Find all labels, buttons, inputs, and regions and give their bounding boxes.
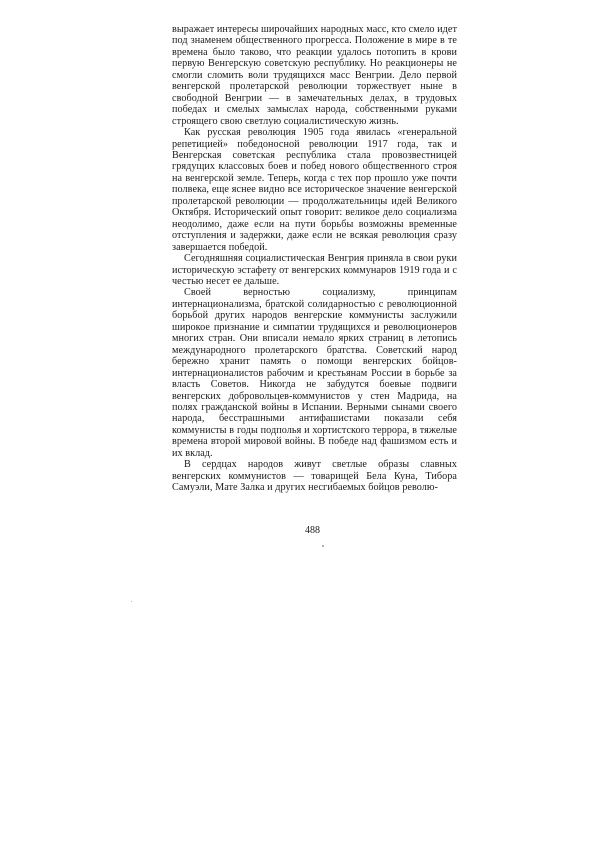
- paragraph-5: В сердцах народов живут светлые образы славных венгерских коммунистов — товарищей Бела Куна, Тибора Самуэли, Мате Залка и других несгибаемых бойцов револю-: [172, 459, 457, 494]
- paragraph-2: Как русская революция 1905 года явилась «генеральной репетицией» победоносной революции 1917 года, так и Венгерская советская республика стала провозвестницей грядущих классовых боев и побед нового общественного строя на венгерской земле. Теперь, когда с тех пор прошло уже почти полвека, еще яснее видно все историческое значение венгерской пролетарской революции — продолжательницы идей Великого Октября. Исторический опыт говорит: великое дело социализма неодолимо, даже если на пути борьбы возможны временные отступления и задержки, даже если не всякая революция сразу завершается победой.: [172, 127, 457, 253]
- scan-speck: [131, 601, 132, 602]
- paragraph-1: выражает интересы широчайших народных масс, кто смело идет под знаменем общественного прогресса. Положение в мире в те времена было таково, что реакции удалось потопить в крови первую Венгерскую советскую республику. Но реакционеры не смогли сломить воли трудящихся масс Венгрии. Дело первой венгерской пролетарской революции торжествует ныне в свободной Венгрии — в замечательных делах, в трудовых победах и смелых замыслах народа, собственными руками строящего свою светлую социалистическую жизнь.: [172, 24, 457, 127]
- scan-speck: [322, 545, 324, 547]
- paragraph-4: Своей верностью социализму, принципам интернационализма, братской солидарностью с революционной борьбой других народов венгерские коммунисты заслужили широкое признание и симпатии трудящихся и революционеров многих стран. Они вписали немало ярких страниц в летопись международного пролетарского братства. Советский народ бережно хранит память о помощи венгерских бойцов-интернационалистов рабочим и крестьянам России в борьбе за власть Советов. Никогда не забудутся боевые подвиги венгерских добровольцев-коммунистов у стен Мадрида, на полях гражданской войны в Испании. Верными сынами своего народа, бесстрашными антифашистами показали себя коммунисты в годы подполья и хортистского террора, в тяжелые времена второй мировой войны. В победе над фашизмом есть и их вклад.: [172, 287, 457, 459]
- paragraph-3: Сегодняшняя социалистическая Венгрия приняла в свои руки историческую эстафету от венгерских коммунаров 1919 года и с честью несет ее дальше.: [172, 253, 457, 287]
- page-number: 488: [305, 525, 320, 536]
- body-text: [172, 24, 457, 494]
